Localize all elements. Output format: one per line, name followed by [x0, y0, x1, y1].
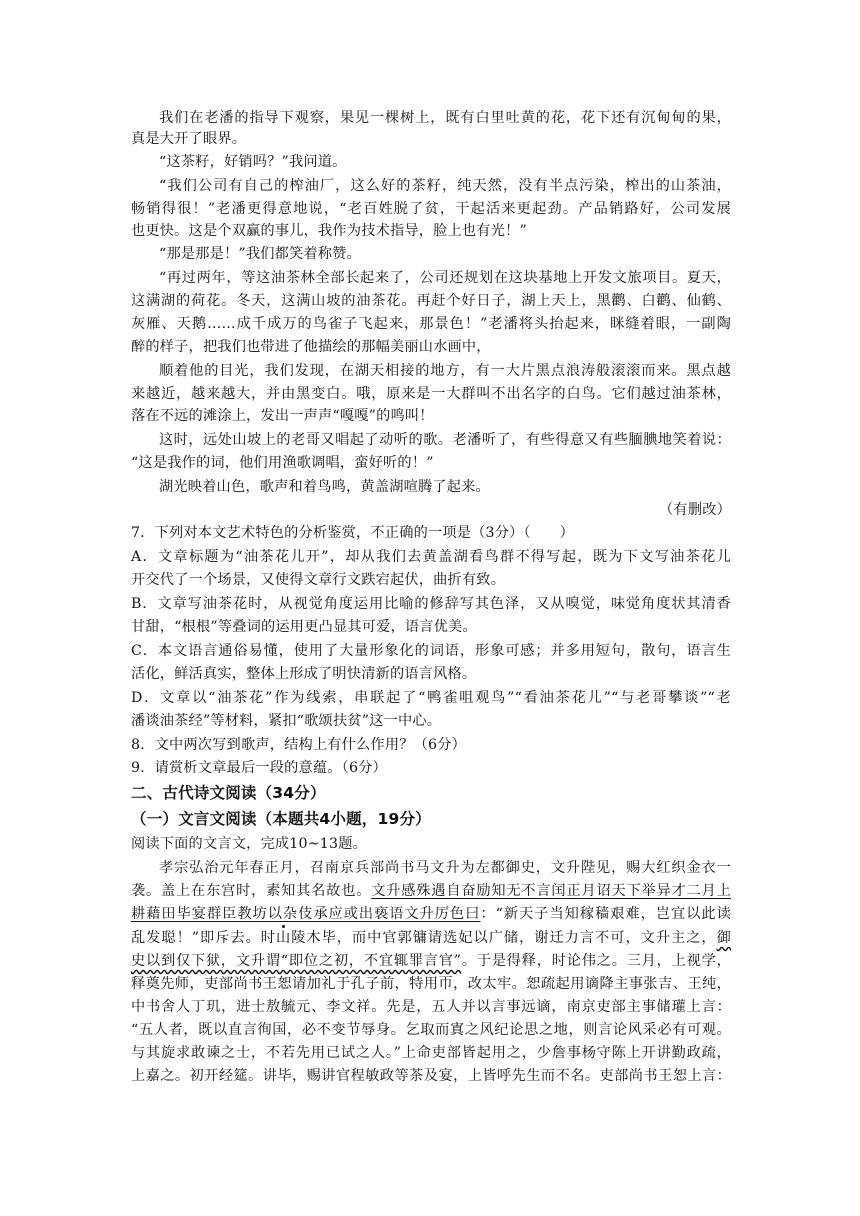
- passage-line: 这满湖的荷花。冬天，这满山坡的油茶花。再赶个好日子，湖上天上，黑鹳、白鹳、仙鹤、: [131, 293, 731, 309]
- emphasis-dot-char: 山: [276, 930, 291, 946]
- classical-line: [131, 928, 731, 948]
- passage-line: 也更快。这是个双赢的事儿，我作为技术指导，脸上也有光！”: [131, 223, 527, 239]
- classical-line: 孝宗弘治元年春正月，召南京兵部尚书马文升为左都御史，文升陛见，赐大红织金衣一: [159, 860, 731, 876]
- option-c: C．本文语言通俗易懂，使用了大量形象化的词语，形象可感；并多用短句，散句，语言生: [131, 643, 731, 659]
- wavy-underlined-text: 史以到仅下狱，文升谓“即位之初，不宜辄罪言官”: [131, 953, 462, 969]
- option-a-cont: 开交代了一个场景，又使得文章行文跌宕起伏，曲折有致。: [131, 572, 506, 588]
- classical-line: 中书舍人丁玑，进士敖毓元、李文祥。先是，五人并以言事远谪，南京吏部主事储瓘上言：: [131, 999, 731, 1015]
- question-9: 9．请赏析文章最后一段的意蕴。（6分）: [131, 760, 387, 776]
- classical-text: 陵木毕，而中官郭镛请选妃以广储，谢迁力言不可，文升主之，: [290, 930, 717, 946]
- passage-line: 落在不远的滩涂上，发出一声声“嘎嘎”的鸣叫！: [131, 408, 434, 424]
- option-b: B．文章写油茶花时，从视觉角度运用比喻的修辞写其色泽，又从嗅觉，味觉角度状其清香: [131, 596, 731, 612]
- passage-line: “我们公司有自己的榨油厂，这么好的茶籽，纯天然，没有半点污染，榨出的山茶油，: [159, 178, 731, 194]
- classical-text: 。于是得释，时论伟之。三月，上视学，: [461, 953, 731, 969]
- reading-instruction: 阅读下面的文言文，完成10~13题。: [131, 836, 368, 852]
- underlined-sentence: 文升感殊遇自奋励知无不言闰正月诏天下举异才二月上: [371, 883, 731, 899]
- passage-line: “那是那是！”我们都笑着称赞。: [159, 246, 361, 262]
- option-d-cont: 潘谈油茶经”等材料，紧扣“歌颂扶贫”这一中心。: [131, 713, 442, 729]
- passage-line: 湖光映着山色，歌声和着鸟鸣，黄盖湖喧腾了起来。: [159, 479, 490, 495]
- question-7: 7．下列对本文艺术特色的分析鉴赏，不正确的一项是（3分）（ ）: [131, 525, 574, 541]
- classical-text: 袭。盖上在东宫时，素知其名故也。: [131, 883, 372, 899]
- passage-line: 这时，远处山坡上的老哥又唱起了动听的歌。老潘听了，有些得意又有些腼腆地笑着说：: [159, 432, 731, 448]
- passage-line: “再过两年，等这油茶林全部长起来了，公司还规划在这块基地上开发文旅项目。夏天，: [159, 270, 731, 286]
- classical-line: “五人者，既以直言徇国，必不变节辱身。乞取而寘之风纪论思之地，则言论风采必有可观。: [131, 1022, 731, 1038]
- passage-line: “这是我作的词，他们用渔歌调唱，蛮好听的！”: [131, 455, 434, 471]
- passage-line: 醉的样子，把我们也带进了他描绘的那幅美丽山水画中，: [131, 339, 491, 355]
- passage-line: 灰雁、天鹅……成千成万的鸟雀子飞起来，那景色！”老潘将头抬起来，眯缝着眼，一副陶: [131, 316, 731, 332]
- source-note: （有删改）: [659, 502, 731, 518]
- passage-line: 畅销得很！”老潘更得意地说，“老百姓脱了贫，干起活来更起劲。产品销路好，公司发展: [131, 201, 731, 217]
- passage-line: “这茶籽，好销吗？”我问道。: [159, 154, 347, 170]
- classical-line: [131, 951, 731, 971]
- section-heading: 二、古代诗文阅读（34分）: [131, 784, 326, 802]
- option-b-cont: 甘甜，“根根”等叠词的运用更凸显其可爱，语言优美。: [131, 619, 477, 635]
- subsection-heading: （一）文言文阅读（本题共4小题，19分）: [131, 810, 431, 828]
- classical-line: 释奠先师，吏部尚书王恕请加礼于孔子前，特用帀，改太牢。恕疏起用谪降主事张吉、王纯，: [131, 976, 731, 992]
- classical-text: 乱发聪！”即斥去。时: [131, 930, 276, 946]
- classical-line: [131, 881, 731, 901]
- option-d: D．文章以“油茶花”作为线索，串联起了“鸭雀咀观鸟”“看油茶花儿”“与老哥攀谈”“老: [131, 690, 731, 706]
- classical-line: 与其旋求敢谏之士，不若先用已试之人。”上命吏部皆起用之，少詹事杨守陈上开讲勤政疏，: [131, 1045, 731, 1061]
- option-a: A．文章标题为“油茶花儿开”，却从我们去黄盖湖看鸟群不得写起，既为下文写油茶花儿: [131, 549, 731, 565]
- passage-line: 顺着他的目光，我们发现，在湖天相接的地方，有一大片黑点浪涛般滚滚而来。黑点越: [159, 363, 731, 379]
- option-c-cont: 活化，鲜活真实，整体上形成了明快清新的语言风格。: [131, 666, 477, 682]
- classical-line: [131, 904, 731, 924]
- passage-line: 来越近，越来越大，并由黑变白。哦，原来是一大群叫不出名字的白鸟。它们越过油茶林，: [131, 386, 731, 402]
- passage-line: 我们在老潘的指导下观察，果见一棵树上，既有白里吐黄的花，花下还有沉甸甸的果，: [159, 110, 731, 126]
- question-8: 8．文中两次写到歌声，结构上有什么作用？（6分）: [131, 737, 466, 753]
- wavy-underlined-text: 御: [716, 930, 731, 946]
- classical-line: 上嘉之。初开经筵。讲毕，赐讲官程敏政等茶及宴，上皆呼先生而不名。吏部尚书王恕上言：: [131, 1068, 731, 1084]
- passage-line: 真是大开了眼界。: [131, 131, 247, 147]
- underlined-sentence: 耕藉田毕宴群臣教坊以杂伎承应或出亵语文升厉色曰: [131, 906, 481, 922]
- classical-text: ：“新天子当知稼穑艰难，岂宜以此读: [480, 906, 731, 922]
